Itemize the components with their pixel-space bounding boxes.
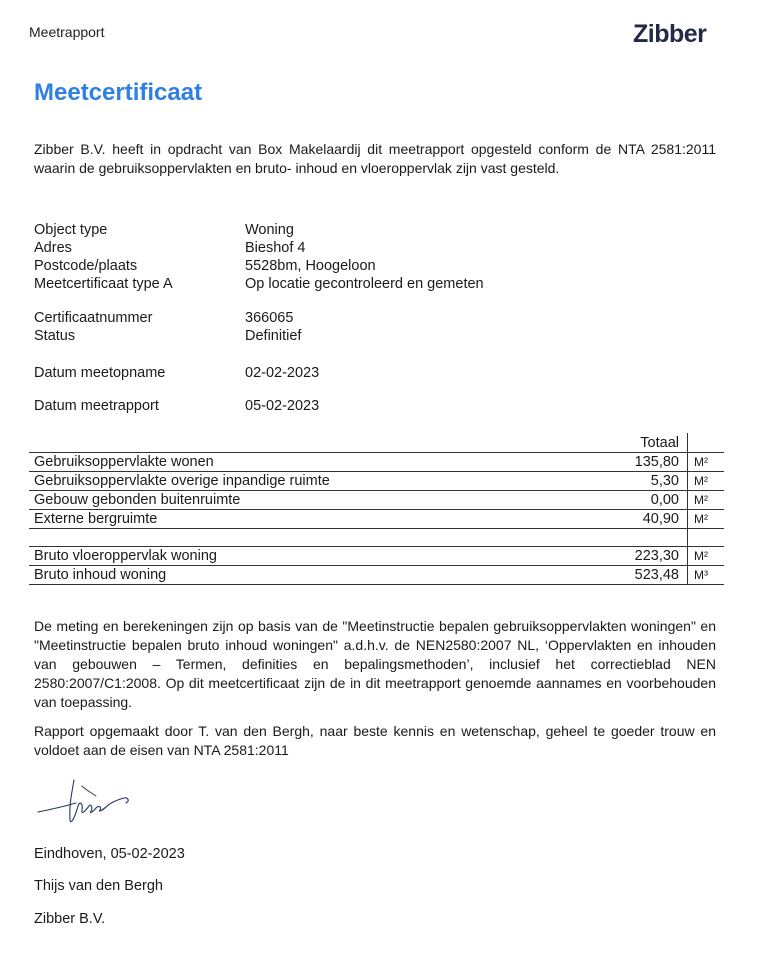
table-header-row: [29, 433, 724, 453]
signature-image: [36, 770, 136, 830]
methodology-paragraph: De meting en berekeningen zijn op basis van de "Meetinstructie bepalen gebruiksoppervlakten woningen" en "Meetinstructie bepalen bruto inhoud woningen" a.d.h.v. de NEN2580:2007 NL, ‘Oppervlakten en inhouden van gebouwen – Termen, definities en bepalingsmethoden’, inclusief het correctieblad NEN 2580:2007/C1:2008. Op dit meetcertificaat zijn de in dit meetrapport genoemde aannames en voorbehouden van toepassing.: [34, 618, 716, 710]
row-unit: M²: [688, 453, 725, 472]
table-row: [29, 547, 724, 566]
row-value: 135,80: [599, 453, 688, 472]
row-unit: M²: [688, 472, 725, 491]
declaration-paragraph: Rapport opgemaakt door T. van den Bergh, naar beste kennis en wetenschap, geheel te goeder trouw en voldoet aan de eisen van NTA 2581:2011: [34, 723, 716, 758]
field-value: 5528bm, Hoogeloon: [245, 258, 376, 274]
signer-name: Thijs van den Bergh: [34, 878, 163, 894]
field-value: 366065: [245, 310, 294, 326]
field-label: Adres: [34, 240, 72, 256]
company-name: Zibber B.V.: [34, 911, 106, 927]
intro-text: Zibber B.V. heeft in opdracht van Box Makelaardij dit meetrapport opgesteld conform de NTA 2581:2011 waarin de gebruiksoppervlakten en bruto- inhoud en vloeroppervlak zijn vast gesteld.: [34, 141, 716, 176]
field-label: Meetcertificaat type A: [34, 276, 173, 292]
total-header: Totaal: [599, 433, 688, 453]
row-label: Gebouw gebonden buitenruimte: [29, 491, 599, 510]
field-label: Postcode/plaats: [34, 258, 138, 274]
table-row: [29, 453, 724, 472]
row-unit: M²: [688, 491, 725, 510]
place-date: Eindhoven, 05-02-2023: [34, 846, 185, 862]
field-label: Certificaatnummer: [34, 310, 153, 326]
field-label: Object type: [34, 222, 108, 238]
table-row: [29, 510, 724, 529]
field-value: 02-02-2023: [245, 365, 320, 381]
row-value: 0,00: [599, 491, 688, 510]
row-unit: M²: [688, 510, 725, 529]
row-label: Bruto vloeroppervlak woning: [29, 547, 599, 566]
row-label: Gebruiksoppervlakte overige inpandige ruimte: [29, 472, 599, 491]
page-title: Meetcertificaat: [34, 79, 203, 106]
row-value: 5,30: [599, 472, 688, 491]
measurement-table: [29, 433, 724, 585]
row-label: Externe bergruimte: [29, 510, 599, 529]
field-value: 05-02-2023: [245, 398, 320, 414]
field-value: Bieshof 4: [245, 240, 306, 256]
field-value: Op locatie gecontroleerd en gemeten: [245, 276, 484, 292]
table-row: [29, 491, 724, 510]
row-value: 523,48: [599, 566, 688, 585]
row-label: Gebruiksoppervlakte wonen: [29, 453, 599, 472]
field-value: Woning: [245, 222, 294, 238]
table-row: [29, 472, 724, 491]
row-unit: M²: [688, 547, 725, 566]
report-label: Meetrapport: [29, 24, 105, 40]
table-spacer: [29, 529, 724, 547]
row-value: 40,90: [599, 510, 688, 529]
field-label: Datum meetrapport: [34, 398, 159, 414]
field-value: Definitief: [245, 328, 302, 344]
row-value: 223,30: [599, 547, 688, 566]
row-unit: M³: [688, 566, 725, 585]
zibber-logo: Zibber: [633, 20, 707, 48]
field-label: Datum meetopname: [34, 365, 166, 381]
row-label: Bruto inhoud woning: [29, 566, 599, 585]
table-row: [29, 566, 724, 585]
field-label: Status: [34, 328, 76, 344]
